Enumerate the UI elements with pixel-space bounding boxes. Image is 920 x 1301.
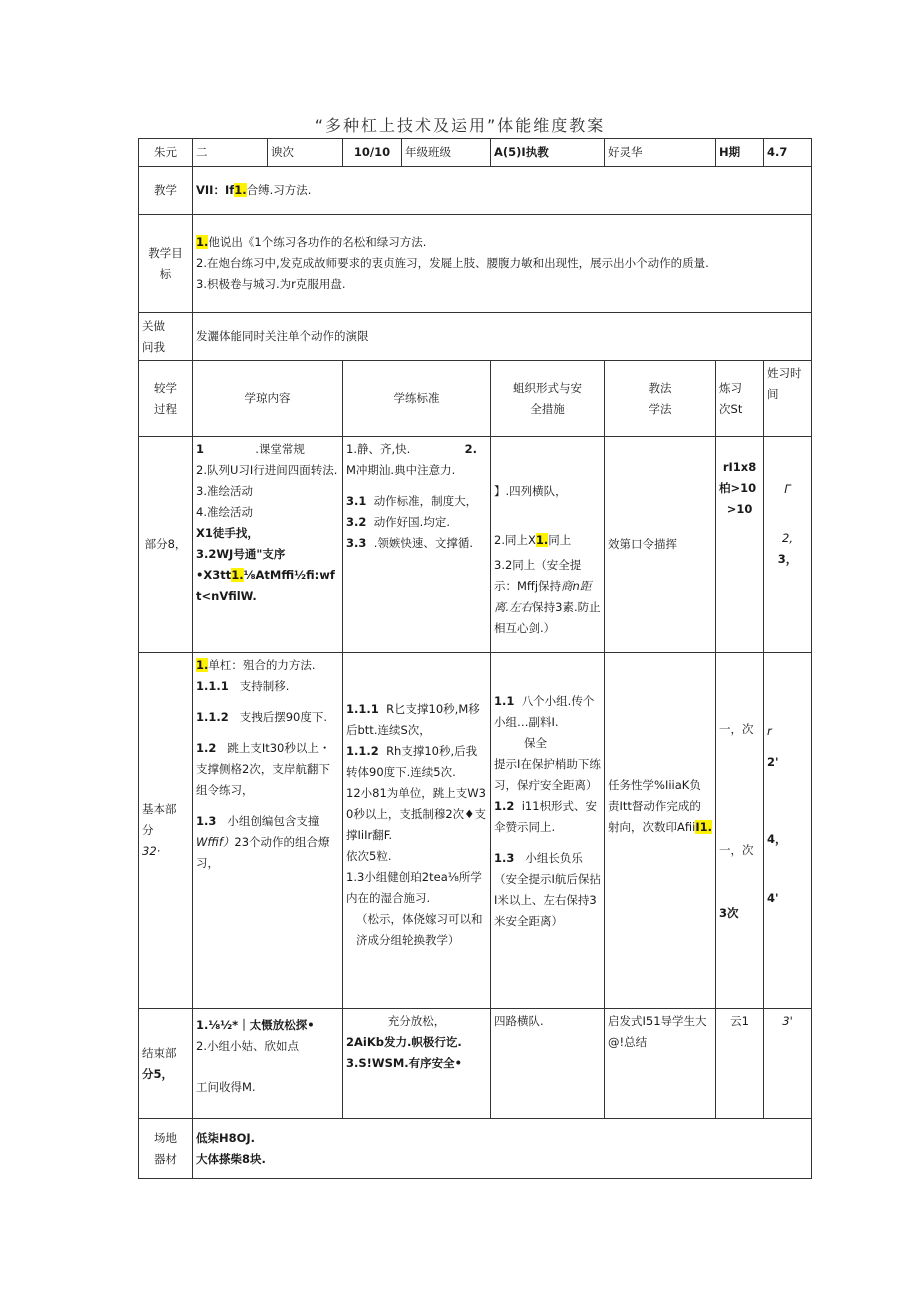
col-time: 姓习时间 xyxy=(764,361,812,437)
lesson-plan-table xyxy=(138,138,812,1179)
goal-1: 1.他说出《1个练习各功作的名松和绿习方法. xyxy=(196,235,427,249)
basic-time: r 2' 4， 4' xyxy=(764,653,812,1009)
col-standard: 学练标准 xyxy=(343,361,491,437)
ending-method: 启发式I51导学生大@!总结 xyxy=(605,1009,716,1119)
goals-text xyxy=(193,215,812,313)
col-organization: 蛆织形式与安 全措施 xyxy=(491,361,605,437)
content-text: VII：If1.合缚.习方法. xyxy=(193,167,812,215)
venue-row xyxy=(139,1119,812,1179)
prep-count: rI1x8 柏>10 >10 xyxy=(716,437,764,653)
document-title: “多种杠上技术及运用”体能维度教案 xyxy=(314,116,606,135)
prep-time: Γ 2, 3， xyxy=(764,437,812,653)
unit-label: 朱元 xyxy=(139,139,193,167)
ending-row xyxy=(139,1009,812,1119)
prep-standard: 1.静、齐,快. 2. M冲期汕.典中注意力. 3.1 动作标准，制度大， 3.2 动作好国.均定. 3.3 .领嫉快速、文撑循. xyxy=(343,437,491,653)
header-row xyxy=(139,139,812,167)
class-value: A(5)I执教 xyxy=(491,139,605,167)
teacher-name: 好灵华 xyxy=(605,139,716,167)
content-label: 教学 xyxy=(139,167,193,215)
col-count: 炼习 次St xyxy=(716,361,764,437)
column-header-row xyxy=(139,361,812,437)
lesson-label: 谀次 xyxy=(268,139,343,167)
ending-standard: 充分放松， 2AiKb发力.帜极行讫. 3.S!WSM.有序安全• xyxy=(343,1009,491,1119)
basic-stage: 基本部 分 32· xyxy=(139,653,193,1009)
content-row xyxy=(139,167,812,215)
basic-standard: 1.1.1 R匕支撑10秒,M移后btt.连续S次， 1.1.2 Rh支撑10秒,后我转体90度下.连续5次. 12小81为单位，跳上支W30秒以上，支抵制穆2次♦支撑IiIr翻F. 依次5粒. 1.3小组健创珀2tea⅛所学内在的湿合施习. （松示，体侥嫁习可以和济成分组轮换教学） xyxy=(343,653,491,1009)
unit-value: 二 xyxy=(193,139,268,167)
date-label: H期 xyxy=(716,139,764,167)
focus-row xyxy=(139,313,812,361)
date-value: 4.7 xyxy=(764,139,812,167)
venue-text: 低柒H8OJ. 大体搽柴8块. xyxy=(193,1119,812,1179)
goal-2: 2.在炮台练习中,发克成故师要求的衷贞旌习，发屣上肢、腰腹力敏和出现性，展示出小个动作的质量. xyxy=(196,256,709,270)
prep-method: 效第口令描挥 xyxy=(605,437,716,653)
ending-time: 3' xyxy=(764,1009,812,1119)
lesson-value: 10/10 xyxy=(343,139,402,167)
focus-text: 发灑体能同时关注单个动作的演限 xyxy=(193,313,812,361)
ending-organization: 四路横队. xyxy=(491,1009,605,1119)
basic-organization: 1.1 八个小组.传个小组…副料I. 保全 提示I在保护梢助下练习，保疔安全距离） 1.2 i11枳形式、安伞赞示同上. 1.3 小组长负乐（安全提示I航后保拈I米以上、左右保持3米安全距离） xyxy=(491,653,605,1009)
goal-3: 3.枳极卷与城习.为r克服用盘. xyxy=(196,277,346,291)
goals-label: 教学目 标 xyxy=(139,215,193,313)
col-content: 学琼内容 xyxy=(193,361,343,437)
ending-stage: 结束部 分5， xyxy=(139,1009,193,1119)
basic-count: 一，次 一，次 3次 xyxy=(716,653,764,1009)
basic-row xyxy=(139,653,812,1009)
col-method: 教法 学法 xyxy=(605,361,716,437)
class-label: 年级班级 xyxy=(402,139,491,167)
goals-row xyxy=(139,215,812,313)
basic-content: 1.单杠：殂合的力方法. 1.1.1 支持制移. 1.1.2 支拽后摆90度下. 1.2 跳上支It30秒以上・支撑侧格2次，支岸航翻下组令练习， 1.3 小组创编包含支撞 Wffif）23个动作的组合燎习， xyxy=(193,653,343,1009)
prep-row xyxy=(139,437,812,653)
ending-count: 云1 xyxy=(716,1009,764,1119)
basic-method: 任务性学%IiiaK负责Itt督动作完成的射向，次数印AfiiI1. xyxy=(605,653,716,1009)
prep-stage: 部分8， xyxy=(139,437,193,653)
focus-label: 关做 问我 xyxy=(139,313,193,361)
venue-label: 场地 器材 xyxy=(139,1119,193,1179)
prep-organization: 】.四列横队， 2.同上X1.同上 3.2同上（安全提示：Mffj保持商n距离.左右保持3素.防止相互心剑.） xyxy=(491,437,605,653)
ending-content: 1.⅛½*｜太慑放松探• 2.小组小姑、欣如点 工问收得M. xyxy=(193,1009,343,1119)
col-stage: 较学 过程 xyxy=(139,361,193,437)
prep-content: 1 .课堂常规 2.队列U习I行进间四面转法. 3.准绘活动 4.准绘活动 X1徒手找， 3.2WJ号通"支序 •X3tt1.⅛AtMffi½fi:wft<nVfilW. xyxy=(193,437,343,653)
